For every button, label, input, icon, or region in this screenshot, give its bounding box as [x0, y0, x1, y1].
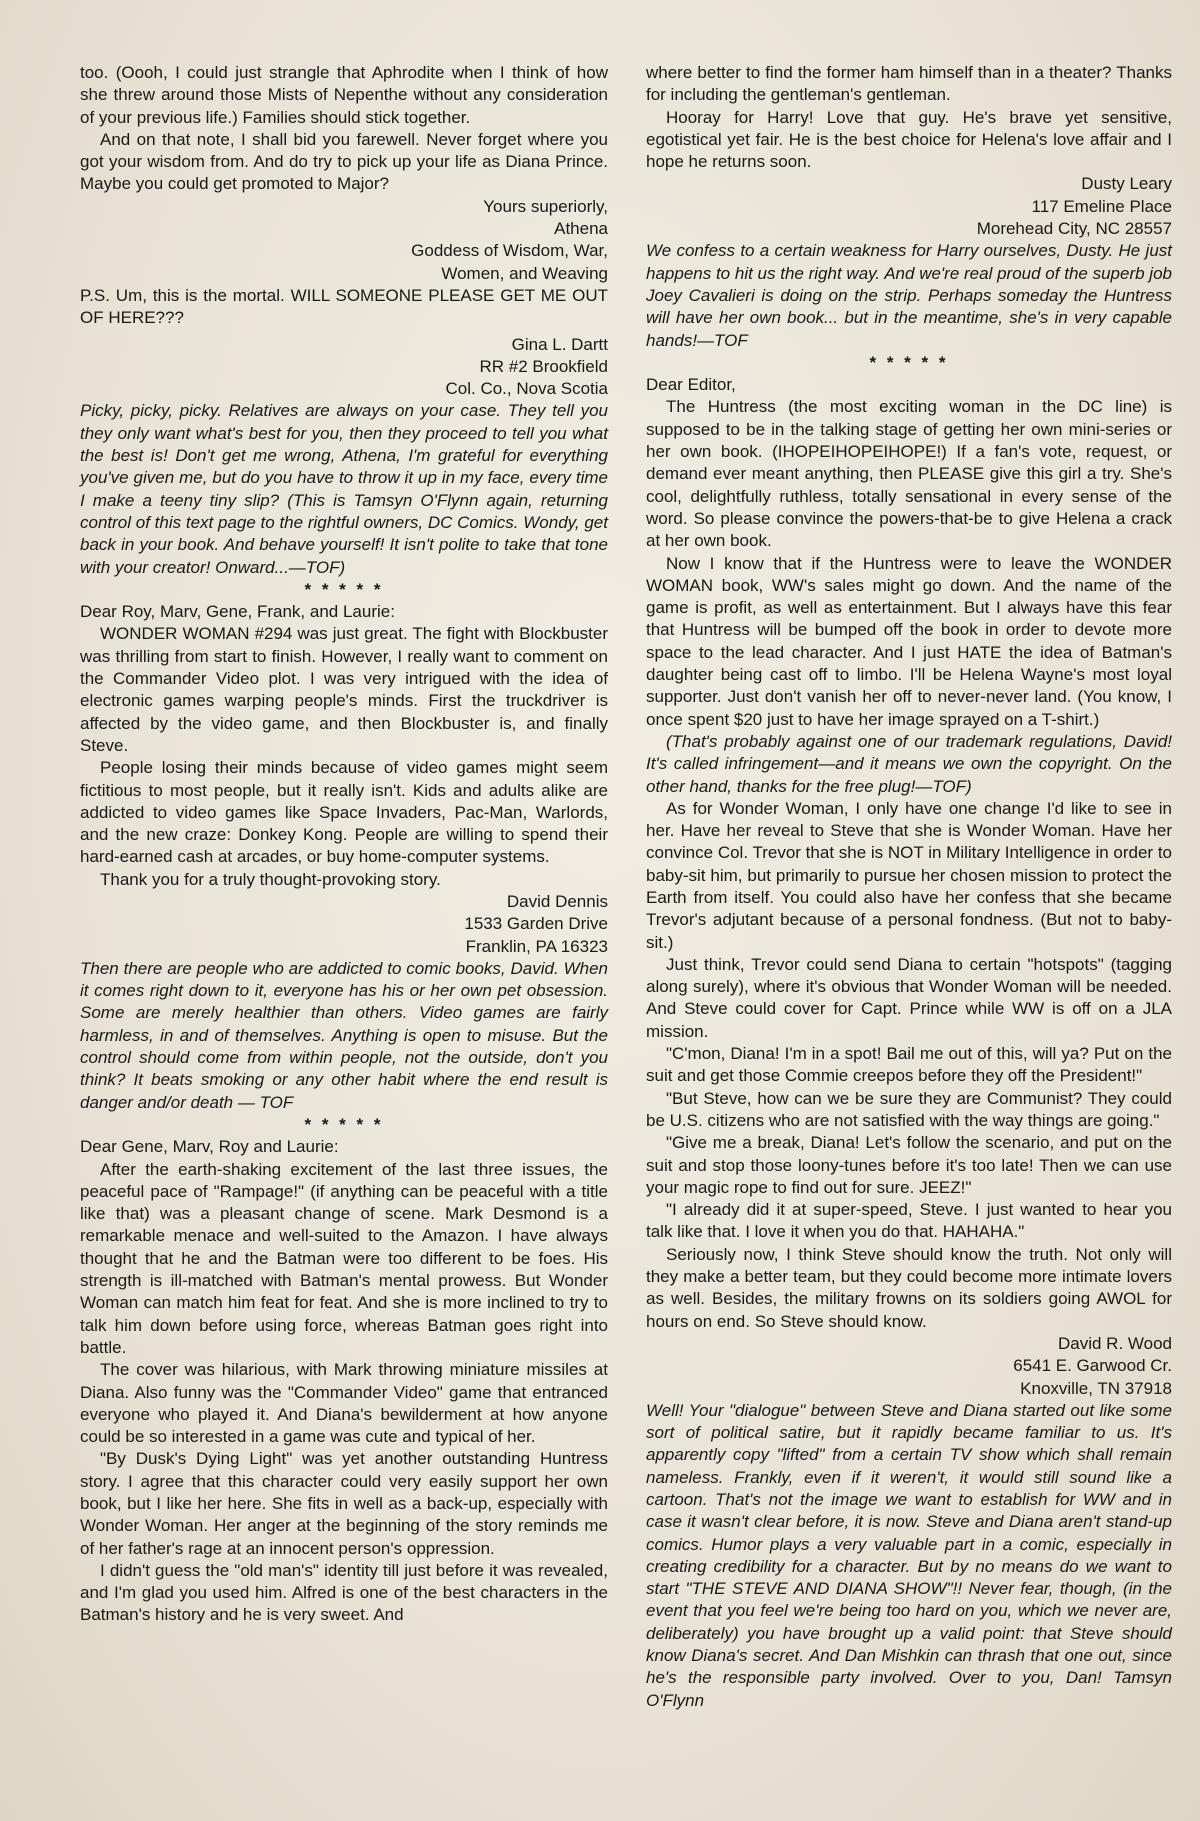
writer-address: 6541 E. Garwood Cr.: [1013, 1356, 1172, 1376]
postscript: P.S. Um, this is the mortal. WILL SOMEONE PLEASE GET ME OUT OF HERE???: [80, 285, 608, 328]
letter-paragraph: Thank you for a truly thought-provoking story.: [100, 869, 441, 889]
editor-reply: Then there are people who are addicted to comic books, David. When it comes right down to it, everyone has his or her own pet obsession. Some are merely healthier than others. Video games are fairly harmless, in and of themselves. Anything is open to misuse. But the control should come from within people, not the outside, don't you think? It beats smoking or any other habit where the end result is danger and/or death — TOF: [80, 958, 608, 1112]
letter-paragraph: After the earth-shaking excitement of the last three issues, the peaceful pace of "Rampage!" (if anything can be peaceful with a title like that) was a pleasant change of scene. Mark Desmond is a remarkable menace and well-suited to the Amazon. I have always thought that he and the Batman were too different to be foes. His strength is ill-matched with Batman's mental prowess. But Wonder Woman can match him feat for feat. And she is more inclined to try to talk him down before using force, whereas Batman goes right into battle.: [80, 1159, 608, 1357]
letter-paragraph: too. (Oooh, I could just strangle that Aphrodite when I think of how she threw around those Mists of Nepenthe without any consideration of your previous life.) Families should stick together.: [80, 63, 608, 127]
letter-paragraph: Seriously now, I think Steve should know the truth. Not only will they make a better team, but they could become more intimate lovers as well. Besides, the military frowns on its soldiers going AWOL for hours on end. So Steve should know.: [646, 1244, 1172, 1331]
signature-line: Athena: [554, 219, 608, 239]
section-separator: * * * * *: [304, 1114, 384, 1134]
section-separator: * * * * *: [304, 579, 384, 599]
editor-reply: Well! Your "dialogue" between Steve and Diana started out like some sort of political satire, but it rapidly became familiar to us. It's apparently copy "lifted" from a certain TV show which shall remain nameless. Frankly, even if it weren't, it would still sound like a cartoon. That's not the image we want to establish for WW and in case it wasn't clear before, it is now. Steve and Diana aren't stand-up comics. Humor plays a very valuable part in a comic, especially in creating credibility for a character. But by no means do we want to start "THE STEVE AND DIANA SHOW"!! Never fear, though, (in the event that you feel we're being too hard on you, which we never are, deliberately) you have brought up a valid point: that Steve should know Diana's secret. And Dan Mishkin can thrash that one out, since he's the responsible party involved. Over to you, Dan! Tamsyn O'Flynn: [646, 1400, 1172, 1710]
writer-address: Morehead City, NC 28557: [976, 219, 1172, 239]
writer-name: David Dennis: [506, 891, 608, 911]
signature-line: Goddess of Wisdom, War,: [411, 241, 608, 261]
letter-paragraph: Hooray for Harry! Love that guy. He's brave yet sensitive, egotistical yet fair. He is the best choice for Helena's love affair and I hope he returns soon.: [646, 107, 1172, 172]
editor-aside: (That's probably against one of our trademark regulations, David! It's called infringement—and it means we own the copyright. On the other hand, thanks for the free plug!—TOF): [646, 731, 1172, 796]
writer-address: 1533 Garden Drive: [464, 914, 608, 934]
editor-reply: We confess to a certain weakness for Harry ourselves, Dusty. He just happens to hit us the right way. And we're real proud of the superb job Joey Cavalieri is doing on the strip. Perhaps someday the Huntress will have her own book... but in the meantime, she's in very capable hands!—TOF: [646, 241, 1172, 350]
letter-paragraph: And on that note, I shall bid you farewell. Never forget where you got your wisdom from. And do try to pick up your life as Diana Prince. Maybe you could get promoted to Major?: [80, 129, 608, 194]
letter-salutation: Dear Roy, Marv, Gene, Frank, and Laurie:: [80, 602, 395, 622]
letter-paragraph: The Huntress (the most exciting woman in the DC line) is supposed to be in the talking stage of getting her own mini-series or her own book. (IHOPEIHOPEIHOPE!) If a fan's vote, request, or demand ever meant anything, then PLEASE give this girl a try. She's cool, delightfully ruthless, totally sensational in every sense of the word. So please convince the powers-that-be to give Helena a crack at her own book.: [646, 397, 1172, 551]
letter-paragraph: Now I know that if the Huntress were to leave the WONDER WOMAN book, WW's sales might go down. And the name of the game is profit, as well as entertainment. But I always have this fear that Huntress will be bumped off the book in order to devote more space to the lead character. And I just HATE the idea of Batman's daughter being cast off to limbo. I'll be Helena Wayne's most loyal supporter. Just don't vanish her off to never-never land. (You know, I once spent $20 just to have her image sprayed on a T-shirt.): [646, 553, 1172, 729]
letter-paragraph: As for Wonder Woman, I only have one change I'd like to see in her. Have her reveal to Steve that she is Wonder Woman. Have her convince Col. Trevor that she is NOT in Military Intelligence in order to baby-sit him, but primarily to pursue her chosen mission to protect the Earth from itself. You could also have her confess that she became Trevor's adjutant because of a personal fondness. (But not to baby-sit.): [646, 798, 1172, 952]
letter-paragraph: WONDER WOMAN #294 was just great. The fight with Blockbuster was thrilling from start to finish. However, I really want to comment on the Commander Video plot. I was very intrigued with the idea of electronic games warping people's minds. First the truckdriver is affected by the video game, and then Blockbuster is, and finally Steve.: [80, 624, 608, 755]
letter-paragraph: "By Dusk's Dying Light" was yet another outstanding Huntress story. I agree that this character could very easily support her own book, but I like her here. She fits in well as a back-up, especially with Wonder Woman. Her anger at the beginning of the story reminds me of her father's rage at an innocent person's oppression.: [80, 1449, 608, 1558]
letter-paragraph: I didn't guess the "old man's" identity till just before it was revealed, and I'm glad you used him. Alfred is one of the best characters in the Batman's history and he is very sweet. And: [80, 1560, 608, 1625]
signature-line: Yours superiorly,: [483, 196, 608, 216]
letter-paragraph: "I already did it at super-speed, Steve. I just wanted to hear you talk like that. I love it when you do that. HAHAHA.": [646, 1200, 1172, 1242]
letter-paragraph: People losing their minds because of video games might seem fictitious to most people, but it really isn't. Kids and adults alike are addicted to video games like Space Invaders, Pac-Man, Warlords, and the new craze: Donkey Kong. People are willing to spend their hard-earned cash at arcades, or buy home-computer systems.: [80, 758, 608, 867]
writer-address: RR #2 Brookfield: [479, 356, 608, 376]
writer-name: Gina L. Dartt: [511, 334, 608, 354]
writer-address: 117 Emeline Place: [1031, 196, 1172, 216]
section-separator: * * * * *: [869, 352, 949, 372]
letter-salutation: Dear Gene, Marv, Roy and Laurie:: [80, 1137, 339, 1157]
writer-address: Col. Co., Nova Scotia: [445, 379, 608, 399]
right-column: [646, 62, 1172, 1712]
letter-paragraph: "But Steve, how can we be sure they are Communist? They could be U.S. citizens who are not satisfied with the way things are going.": [646, 1088, 1172, 1130]
left-column: [80, 62, 608, 1627]
writer-address: Knoxville, TN 37918: [1020, 1378, 1172, 1398]
writer-name: Dusty Leary: [1081, 174, 1172, 194]
letter-paragraph: where better to find the former ham himself than in a theater? Thanks for including the gentleman's gentleman.: [646, 63, 1172, 105]
writer-address: Franklin, PA 16323: [465, 936, 608, 956]
signature-line: Women, and Weaving: [441, 263, 608, 283]
letter-paragraph: The cover was hilarious, with Mark throwing miniature missiles at Diana. Also funny was the "Commander Video" game that entranced everyone who played it. And Diana's bewilderment at how anyone could be so interested in a game was cute and typical of her.: [80, 1360, 608, 1447]
editor-reply: Picky, picky, picky. Relatives are always on your case. They tell you they only want what's best for you, then they proceed to tell you what the best is! Don't get me wrong, Athena, I'm grateful for everything you've given me, but do you have to throw it up in my face, every time I make a teeny tiny slip? (This is Tamsyn O'Flynn again, returning control of this text page to the rightful owners, DC Comics. Wondy, get back in your book. And behave yourself! It isn't polite to take that tone with your creator! Onward...—TOF): [80, 401, 608, 577]
letter-paragraph: "C'mon, Diana! I'm in a spot! Bail me out of this, will ya? Put on the suit and get those Commie creepos before they off the President!": [646, 1044, 1172, 1086]
letter-paragraph: "Give me a break, Diana! Let's follow the scenario, and put on the suit and stop those loony-tunes before it's too late! Then we can use your magic rope to find out for sure. JEEZ!": [646, 1133, 1172, 1197]
writer-name: David R. Wood: [1057, 1333, 1172, 1353]
letter-paragraph: Just think, Trevor could send Diana to certain "hotspots" (tagging along surely), where it's obvious that Wonder Woman will be needed. And Steve could cover for Capt. Prince while WW is off on a JLA mission.: [646, 954, 1172, 1041]
letter-salutation: Dear Editor,: [646, 375, 736, 395]
